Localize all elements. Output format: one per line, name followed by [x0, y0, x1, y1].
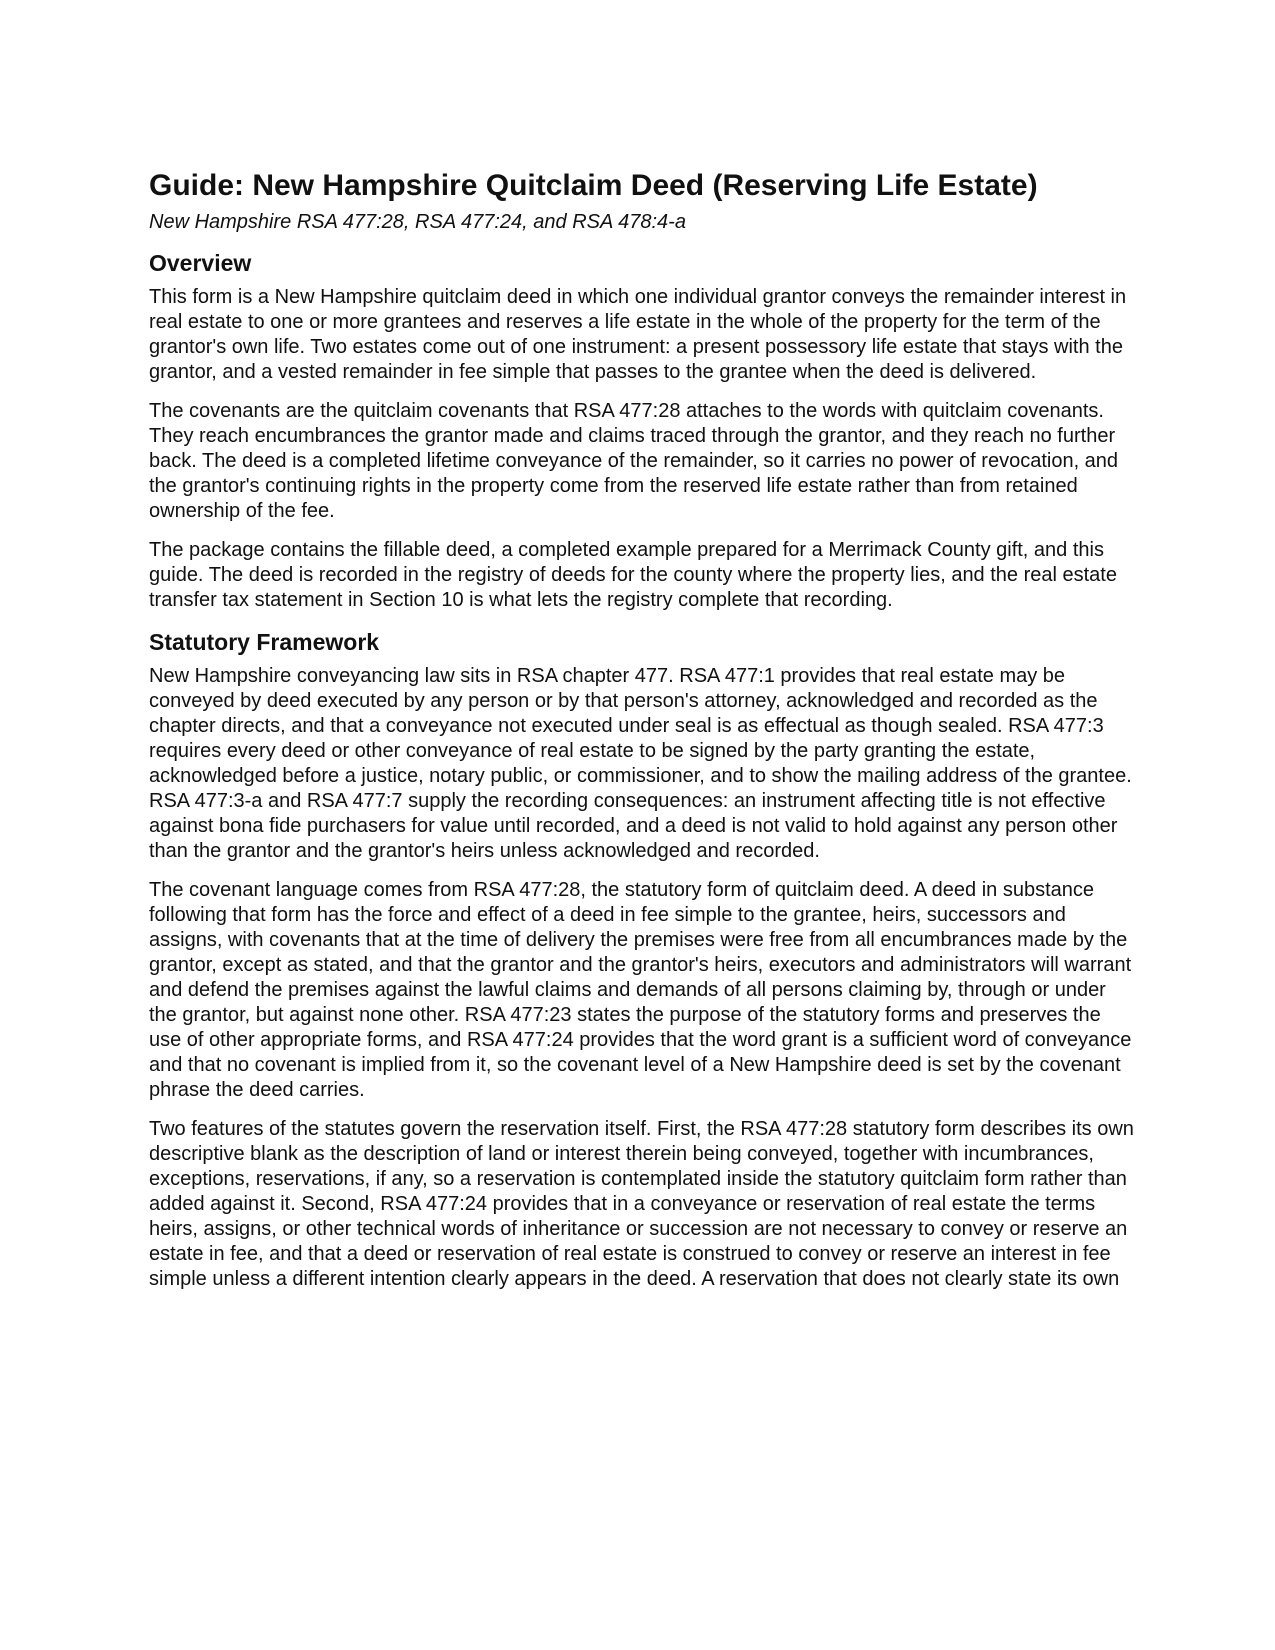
section-heading-overview: Overview	[149, 250, 252, 276]
document-page	[149, 168, 1135, 1306]
overview-paragraph: The package contains the fillable deed, a completed example prepared for a Merrimack County gift, and this guide. The deed is recorded in the registry of deeds for the county where the property lies, and the real estate transfer tax statement in Section 10 is what lets the registry complete that recording.	[149, 539, 1117, 611]
statutory-framework-paragraph: New Hampshire conveyancing law sits in RSA chapter 477. RSA 477:1 provides that real estate may be conveyed by deed executed by any person or by that person's attorney, acknowledged and recorded as the chapter directs, and that a conveyance not executed under seal is as effectual as though sealed. RSA 477:3 requires every deed or other conveyance of real estate to be signed by the party granting the estate, acknowledged before a justice, notary public, or commissioner, and to show the mailing address of the grantee. RSA 477:3-a and RSA 477:7 supply the recording consequences: an instrument affecting title is not effective against bona fide purchasers for value until recorded, and a deed is not valid to hold against any person other than the grantor and the grantor's heirs unless acknowledged and recorded.	[149, 665, 1132, 862]
statutory-framework-paragraph: The covenant language comes from RSA 477:28, the statutory form of quitclaim deed. A deed in substance following that form has the force and effect of a deed in fee simple to the grantee, heirs, successors and assigns, with covenants that at the time of delivery the premises were free from all encumbrances made by the grantor, except as stated, and that the grantor and the grantor's heirs, executors and administrators will warrant and defend the premises against the lawful claims and demands of all persons claiming by, through or under the grantor, but against none other. RSA 477:23 states the purpose of the statutory forms and preserves the use of other appropriate forms, and RSA 477:24 provides that the word grant is a sufficient word of conveyance and that no covenant is implied from it, so the covenant level of a New Hampshire deed is set by the covenant phrase the deed carries.	[149, 879, 1132, 1101]
section-heading-statutory-framework: Statutory Framework	[149, 629, 380, 655]
document-title: Guide: New Hampshire Quitclaim Deed (Reserving Life Estate)	[149, 169, 1038, 202]
overview-paragraph: This form is a New Hampshire quitclaim deed in which one individual grantor conveys the remainder interest in real estate to one or more grantees and reserves a life estate in the whole of the property for the term of the grantor's own life. Two estates come out of one instrument: a present possessory life estate that stays with the grantor, and a vested remainder in fee simple that passes to the grantee when the deed is delivered.	[149, 286, 1127, 383]
statutory-framework-paragraph: Two features of the statutes govern the reservation itself. First, the RSA 477:28 statutory form describes its own descriptive blank as the description of land or interest therein being conveyed, together with incumbrances, exceptions, reservations, if any, so a reservation is contemplated inside the statutory quitclaim form rather than added against it. Second, RSA 477:24 provides that in a conveyance or reservation of real estate the terms heirs, assigns, or other technical words of inheritance or succession are not necessary to convey or reserve an estate in fee, and that a deed or reservation of real estate is construed to convey or reserve an interest in fee simple unless a different intention clearly appears in the deed. A reservation that does not clearly state its own	[149, 1118, 1134, 1290]
overview-paragraph: The covenants are the quitclaim covenants that RSA 477:28 attaches to the words with quitclaim covenants. They reach encumbrances the grantor made and claims traced through the grantor, and they reach no further back. The deed is a completed lifetime conveyance of the remainder, so it carries no power of revocation, and the grantor's continuing rights in the property come from the reserved life estate rather than from retained ownership of the fee.	[149, 400, 1119, 522]
document-subtitle: New Hampshire RSA 477:28, RSA 477:24, and RSA 478:4-a	[149, 211, 686, 233]
